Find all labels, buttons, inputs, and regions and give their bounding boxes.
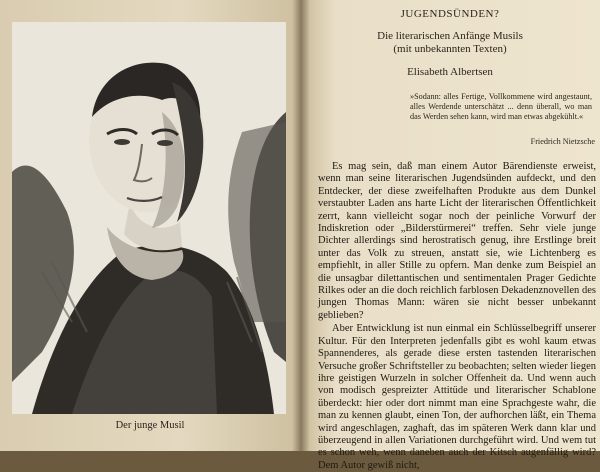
running-head: JUGENDSÜNDEN?: [400, 8, 500, 20]
left-page: [0, 0, 300, 451]
portrait-caption: Der junge Musil: [115, 420, 185, 431]
body-paragraph: Es mag sein, daß man einem Autor Bärendienste erweist, wenn man seine literarischen Jugendsünden aufdeckt, und den Entdecker, der diese zweifelhaften Produkte aus dem Dunkel verstaubter Laden ans harte Licht der literarischen Öffentlichkeit zerrt, kann vielleicht sogar noch der peinliche Vorwurf der Indiskretion oder „Bilderstürmerei“ treffen. Sehr viele junge Dichter allerdings sind herostratisch genug, ihre Erstlinge breit unter das Volk zu streuen, anstatt sie, wie Lichtenberg es empfiehlt, in aller Stille zu opfern. Man denke zum Beispiel an die unsagbar dilettantischen und sentimentalen Prager Gedichte Rilkes oder an die doch reichlich farblosen Dekadenznovellen des jungen Thomas Mann: wären sie nicht besser unbekannt geblieben?: [318, 161, 596, 321]
body-paragraph: Aber Entwicklung ist nun einmal ein Schlüsselbegriff unserer Kultur. Für den Interpreten jedenfalls gibt es wohl kaum etwas Spannenderes, als gerade diese ersten tastenden literarischen Versuche großer Schriftsteller zu beobachten; selten wieder liegen ihre geistigen Wurzeln in solcher Offenheit da. Und wenn auch von modisch gespreizter Attitüde und literarischer Schablone überdeckt: hier oder dort nimmt man eine Sprachgeste wahr, die man zu kennen glaubt, einen Ton, der aufhorchen läßt, ein Thema wird angeschlagen, zaghaft, das im späteren Werk dann klar und überzeugend in allen Variationen durchgeführt wird. Und wem tut es schon weh, wenn daneben auch der Kitsch augenfällig wird? Dem Autor gewiß nicht,: [318, 323, 596, 471]
portrait-drawing: [12, 22, 286, 414]
article-body: [318, 161, 596, 472]
article-title: [300, 30, 600, 56]
article-author: Elisabeth Albertsen: [407, 66, 493, 78]
epigraph-source: Friedrich Nietzsche: [530, 137, 595, 146]
portrait-illustration: [12, 22, 286, 414]
title-line-2: (mit unbekannten Texten): [393, 43, 507, 55]
title-line-1: Die literarischen Anfänge Musils: [377, 30, 523, 42]
epigraph-quote: »Sodann: alles Fertige, Vollkommene wird angestaunt, alles Werdende unterschätzt ... denn überall, wo man das Werden sehen kann, wird man etwas abgekühlt.«: [410, 92, 592, 121]
